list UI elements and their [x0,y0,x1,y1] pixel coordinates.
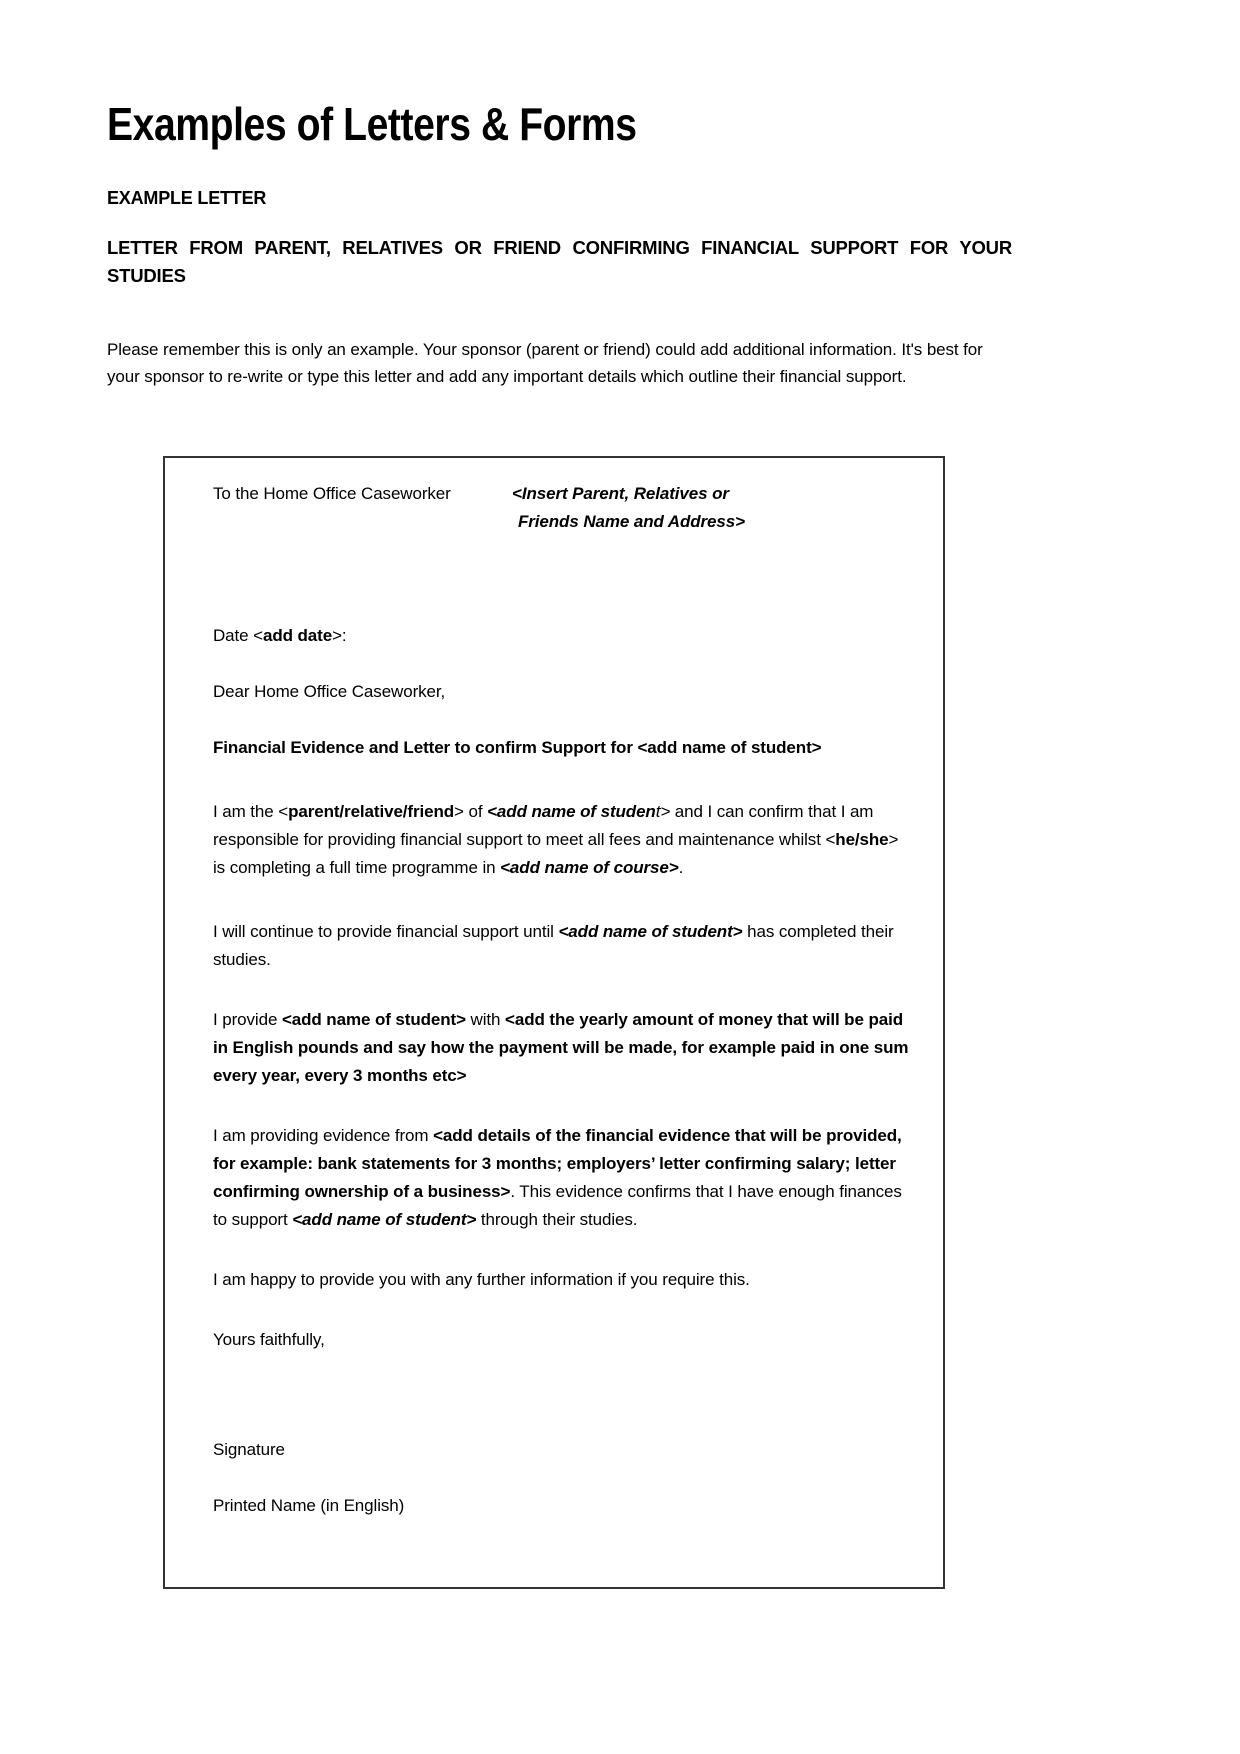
text-segment: has completed their studies. [213,922,894,969]
text-segment: I am happy to provide you with any further information if you require this. [213,1270,750,1289]
subject-line [213,734,909,762]
text-segment: . This evidence confirms that I have enough finances to support [213,1182,902,1229]
example-letter-label: EXAMPLE LETTER [107,188,267,208]
text-segment: I am providing evidence from [213,1126,434,1145]
text-segment: t> [655,802,671,821]
body-paragraph [213,1006,909,1090]
text-segment: >: [332,626,347,645]
text-segment: Date < [213,626,263,645]
body-paragraph [213,1266,909,1294]
intro-paragraph: Please remember this is only an example. Your sponsor (parent or friend) could add additional information. It's best for your sponsor to re-write or type this letter and add any important details which outline their financial support. [107,340,983,386]
letter-heading-line2: STUDIES [107,265,186,286]
text-segment: <add the yearly amount of money that will be paid in English pounds and say how the payment will be made, for example paid in one sum every year, every 3 months etc> [213,1010,909,1085]
text-segment: and I can confirm that I am responsible for providing financial support to meet all fees and maintenance whilst < [213,802,874,849]
text-segment: <add name of student> [558,922,743,941]
text-segment: he/she [835,830,889,849]
to-caseworker-label: To the Home Office Caseworker [213,484,451,503]
text-segment: through their studies. [476,1210,638,1229]
text-segment: Financial Evidence and Letter to confirm Support for <add name of student> [213,738,822,757]
recipient-address-line2: Friends Name and Address> [518,512,745,531]
text-segment: . [678,858,684,877]
recipient-address-line1: <Insert Parent, Relatives or [512,484,729,503]
text-segment: parent/relative/friend [288,802,455,821]
text-segment: add date [262,626,333,645]
letter-heading-line1: LETTER FROM PARENT, RELATIVES OR FRIEND CONFIRMING FINANCIAL SUPPORT FOR YOUR [107,237,1012,258]
page-title: Examples of Letters & Forms [107,98,637,150]
example-letter-box [163,456,945,1589]
text-segment: I am the < [213,802,289,821]
text-segment: > of [454,802,488,821]
text-segment: <add name of student> [292,1210,477,1229]
text-segment: I will continue to provide financial support until [213,922,559,941]
page-content [107,0,1012,1589]
text-segment: I provide [213,1010,282,1029]
text-segment: <add name of course> [500,858,679,877]
closing: Yours faithfully, [213,1330,325,1349]
text-segment: > is completing a full time programme in [213,830,899,877]
text-segment: <add name of studen [487,802,656,821]
body-paragraph [213,1122,909,1234]
printed-name-label: Printed Name (in English) [213,1496,405,1515]
text-segment: with [465,1010,506,1029]
body-paragraph [213,918,909,974]
salutation: Dear Home Office Caseworker, [213,682,446,701]
recipient-address-placeholder [512,480,745,536]
signature-label: Signature [213,1440,285,1459]
text-segment: <add name of student> [281,1010,466,1029]
body-paragraph [213,798,909,882]
text-segment: <add details of the financial evidence that will be provided, for example: bank statements for 3 months; employers’ letter confirming salary; letter confirming ownership of a business> [213,1126,902,1201]
to-row [213,480,909,536]
date-line [213,622,909,650]
